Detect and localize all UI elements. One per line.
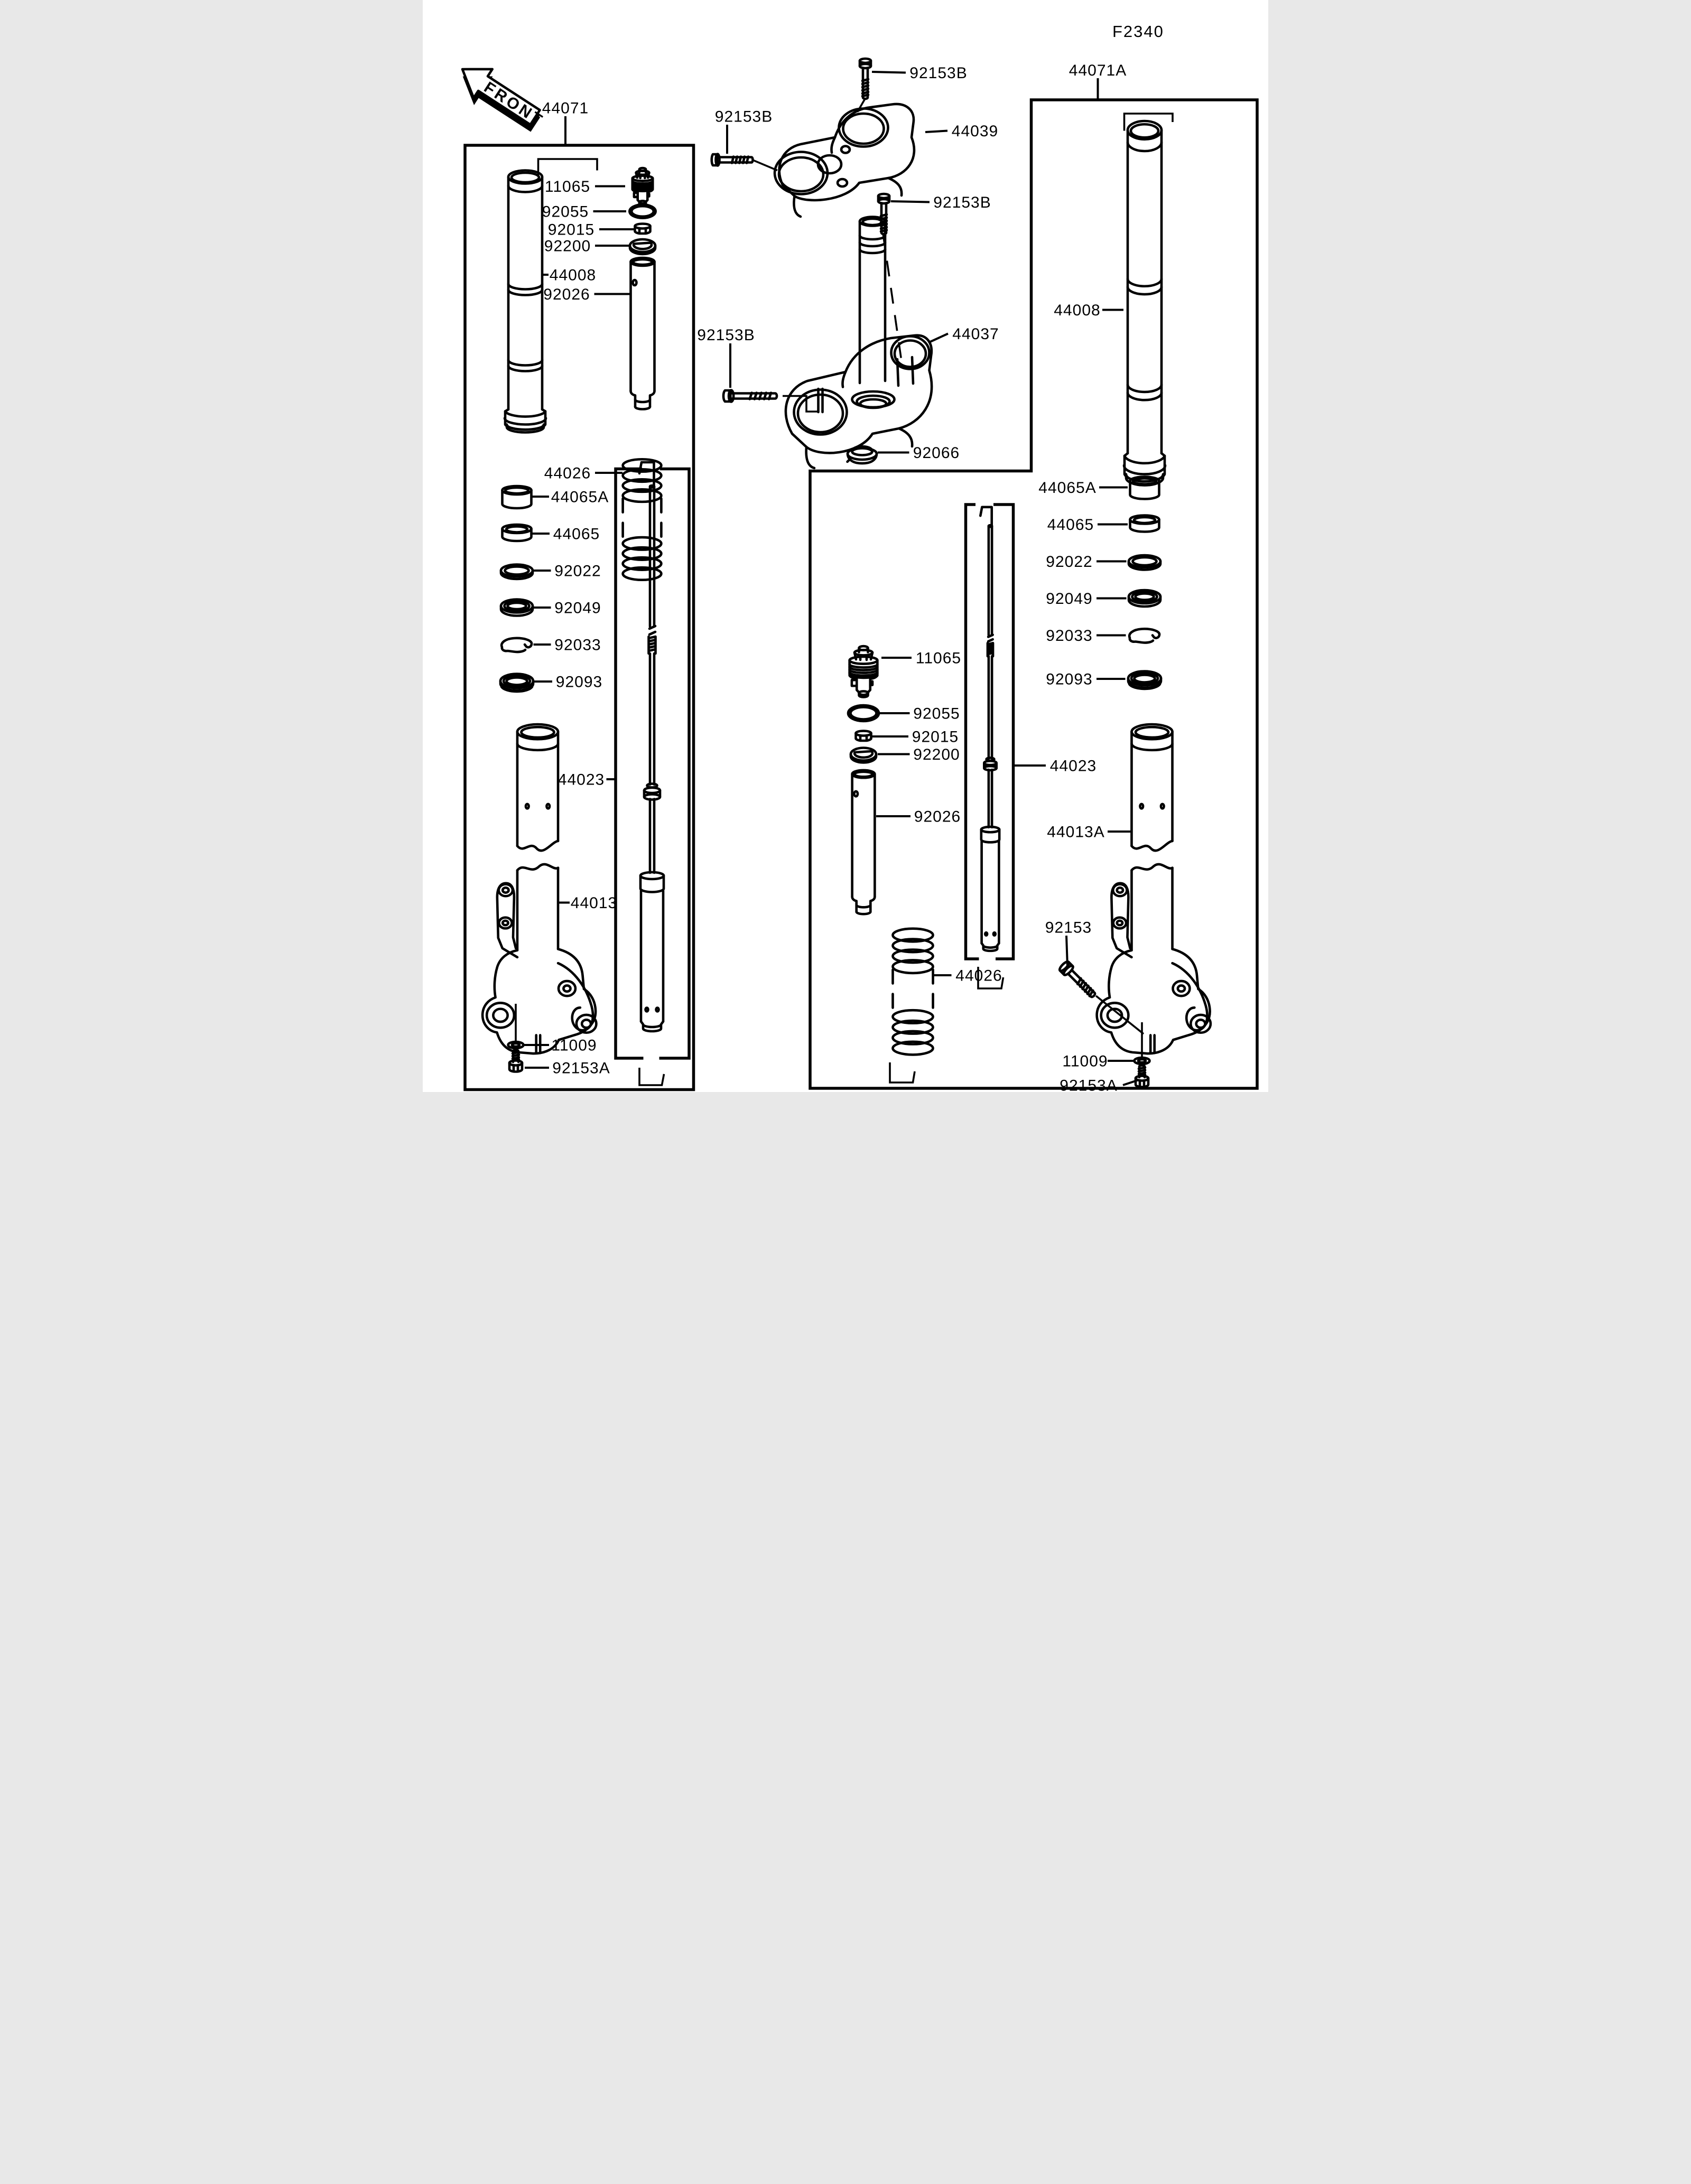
fork-spring-44026-mid	[893, 929, 933, 1055]
figure-code: F2340	[1112, 22, 1164, 41]
part-label-11009-right: 11009	[1062, 1052, 1108, 1070]
inner-tube-44008-right	[1124, 121, 1165, 485]
part-label-44013A-right: 44013A	[1047, 823, 1105, 841]
bolt-92153A-right	[1136, 1066, 1148, 1087]
fork-spring-44026-left	[623, 459, 662, 580]
part-label-44023-right: 44023	[1049, 757, 1097, 775]
clamp-bolt-92153B-1	[860, 59, 871, 99]
part-label-92153A-right: 92153A	[1060, 1077, 1118, 1092]
washer-92200-left	[630, 239, 655, 254]
retaining-ring-92033-right	[1129, 629, 1159, 642]
dust-seal-92093-left	[500, 674, 533, 692]
guide-bushing-44065A-left	[503, 486, 532, 508]
leader-92153-right	[1066, 936, 1067, 966]
part-label-92022-right: 92022	[1046, 553, 1093, 571]
washer-92022-right	[1129, 555, 1160, 570]
leader-44037	[929, 334, 948, 343]
part-label-11065-mid: 11065	[915, 649, 962, 667]
part-label-11065-left: 11065	[544, 178, 591, 195]
part-label-92153A-left: 92153A	[552, 1059, 610, 1077]
inner-tube-44008-left	[505, 171, 546, 433]
part-label-44065-left: 44065	[553, 525, 600, 543]
fork-cap-11065-mid	[850, 646, 878, 697]
clamp-bolt-92153B-4	[723, 390, 777, 402]
nut-92015-mid	[856, 731, 871, 741]
part-label-92049-left: 92049	[554, 599, 601, 617]
part-label-92015-left: 92015	[547, 221, 595, 239]
part-label-44013-left: 44013	[570, 894, 618, 912]
part-label-44065A-right: 44065A	[1038, 479, 1097, 497]
cylinder-unit-92026-left	[631, 258, 655, 409]
washer-11009-left	[508, 1042, 524, 1048]
part-label-92153B-3: 92153B	[933, 194, 991, 211]
part-label-92033-left: 92033	[554, 636, 601, 654]
nut-92015-left	[635, 224, 651, 234]
fork-cap-11065-left	[633, 168, 653, 205]
part-label-11009-left: 11009	[551, 1037, 597, 1054]
part-label-44026-left: 44026	[544, 464, 591, 482]
stem-cap-92066	[848, 446, 877, 463]
parts-diagram-page	[423, 0, 1268, 1092]
top-triple-clamp-44039	[775, 104, 914, 217]
bushing-44065-right	[1130, 516, 1159, 532]
part-label-44071: 44071	[542, 99, 589, 117]
part-label-92055-mid: 92055	[913, 705, 960, 723]
leader-92153B-1	[872, 72, 906, 73]
steering-stem	[860, 217, 885, 384]
part-label-92093-right: 92093	[1046, 670, 1093, 688]
part-label-92200-mid: 92200	[913, 746, 960, 763]
part-label-92153B-1: 92153B	[909, 64, 968, 82]
part-label-92153B-2: 92153B	[714, 108, 773, 126]
bushing-44065-left	[503, 525, 532, 541]
part-label-92153B-4: 92153B	[697, 326, 755, 344]
o-ring-92055-left	[629, 204, 655, 218]
part-label-92153-right: 92153	[1045, 919, 1092, 937]
part-label-92200-left: 92200	[544, 237, 591, 255]
part-label-92022-left: 92022	[554, 562, 601, 580]
part-label-44071A: 44071A	[1069, 62, 1127, 79]
left-assembly-bracket	[538, 159, 598, 176]
part-label-92026-left: 92026	[543, 286, 590, 303]
left-rod-bracket	[639, 1068, 664, 1085]
part-label-44065A-left: 44065A	[551, 488, 609, 506]
part-label-44065-right: 44065	[1047, 516, 1094, 534]
part-label-92026-mid: 92026	[914, 808, 961, 826]
part-label-92066: 92066	[913, 444, 960, 462]
part-label-92033-right: 92033	[1046, 627, 1093, 645]
right-fork-assembly	[848, 114, 1211, 1087]
part-label-44008-right: 44008	[1054, 302, 1101, 319]
damper-rod-44023-mid	[980, 507, 999, 951]
part-label-44008-left: 44008	[549, 266, 597, 284]
dust-seal-92093-right	[1128, 671, 1161, 689]
leader-44039	[925, 131, 947, 133]
front-direction-arrow	[449, 55, 552, 142]
washer-92022-left	[501, 565, 533, 580]
oil-seal-92049-right	[1129, 590, 1160, 606]
part-label-44039: 44039	[951, 123, 999, 140]
mid-spring-bracket	[890, 1062, 915, 1082]
front-arrow-label: FRONT	[480, 78, 547, 130]
clamp-bolt-92153B-2	[712, 154, 753, 166]
part-label-44037: 44037	[952, 325, 999, 343]
part-label-44026-mid: 44026	[955, 967, 1002, 985]
right-assembly-box	[810, 100, 1257, 1088]
washer-11009-right	[1135, 1058, 1150, 1064]
oil-seal-92049-left	[501, 600, 533, 616]
bolt-92153-right	[1058, 960, 1098, 1000]
part-label-92055-left: 92055	[542, 203, 589, 221]
part-label-92049-right: 92049	[1046, 590, 1093, 608]
outer-tube-44013A-right	[1097, 724, 1211, 1053]
part-label-92015-mid: 92015	[912, 728, 959, 746]
stem-bolt-92153B-3	[878, 194, 889, 234]
fork-parts-figure	[423, 0, 1268, 1092]
o-ring-92055-mid	[848, 705, 879, 721]
part-label-92093-left: 92093	[555, 673, 603, 691]
retaining-ring-92033-left	[501, 638, 532, 652]
cylinder-unit-92026-mid	[852, 770, 875, 914]
part-label-44023-left: 44023	[558, 771, 605, 789]
leader-92153B-3	[891, 201, 930, 202]
washer-92200-mid	[851, 748, 876, 763]
